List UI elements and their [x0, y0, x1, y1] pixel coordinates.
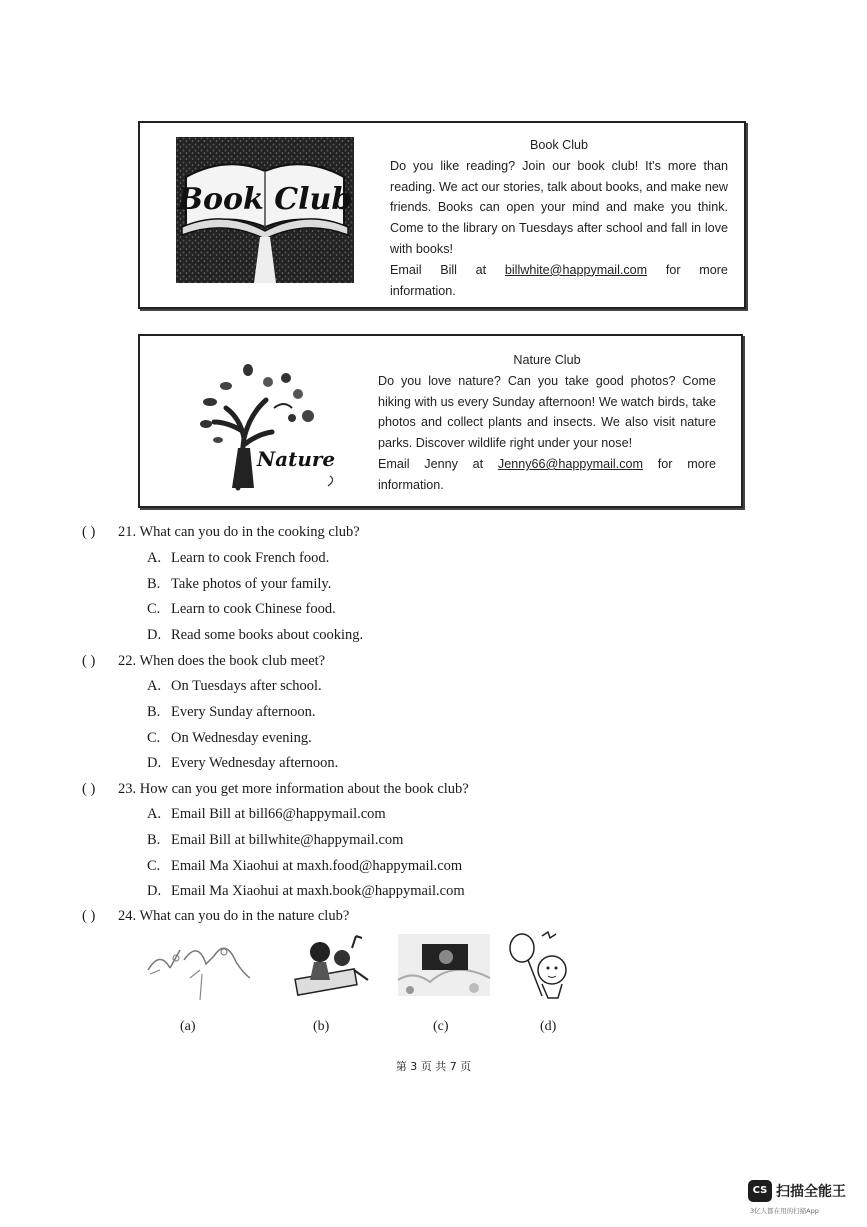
email-word: more [687, 456, 716, 471]
nature-club-last-line: information. [378, 477, 444, 492]
option-letter: D. [147, 883, 162, 899]
option-text: Take photos of your family. [171, 576, 332, 592]
option-letter: A. [147, 678, 162, 694]
option-letter: D. [147, 755, 162, 771]
question-text: 21. What can you do in the cooking club? [118, 524, 360, 540]
option-text: Email Bill at billwhite@happymail.com [171, 832, 404, 848]
email-word: Jenny [424, 456, 458, 471]
email-word: at [475, 262, 487, 277]
option-letter: C. [147, 601, 161, 617]
question-text: 22. When does the book club meet? [118, 653, 326, 669]
picture-options [140, 930, 580, 1040]
option [147, 626, 363, 644]
option-letter: A. [147, 806, 162, 822]
option-text: Learn to cook Chinese food. [171, 601, 336, 617]
question-text: 24. What can you do in the nature club? [118, 908, 350, 924]
question-21 [82, 523, 360, 541]
option [147, 754, 338, 772]
picture-c-photo-image[interactable] [394, 930, 504, 1000]
option-text: Learn to cook French food. [171, 550, 330, 566]
book-club-email-link[interactable]: billwhite@happymail.com [504, 262, 648, 277]
option-text: Email Ma Xiaohui at maxh.food@happymail.com [171, 858, 463, 874]
option [147, 729, 312, 747]
answer-blank[interactable]: ( ) [82, 653, 96, 669]
scanner-logo-icon: CS [748, 1180, 772, 1202]
email-word: at [472, 456, 484, 471]
nature-club-box [138, 334, 743, 508]
option-text: On Tuesdays after school. [171, 678, 322, 694]
option-text: Every Sunday afternoon. [171, 704, 316, 720]
option-text: Email Bill at bill66@happymail.com [171, 806, 386, 822]
option-letter: B. [147, 576, 161, 592]
question-23 [82, 780, 469, 798]
picture-label-c: (c) [433, 1019, 449, 1034]
book-club-title: Book Club [529, 138, 589, 152]
option [147, 575, 331, 593]
nature-club-description: Do you love nature? Can you take good photos? Come hiking with us every Sunday afternoon! We watch birds, take photos and collect plants and insects. We also visit nature parks. Discover wildlife right under your nose! [378, 373, 716, 451]
book-club-logo-image [176, 137, 354, 283]
option [147, 831, 403, 849]
book-club-logo-text: Book Club [177, 182, 353, 217]
answer-blank[interactable]: ( ) [82, 524, 96, 540]
book-club-email-line [390, 260, 728, 281]
book-club-last-line: information. [390, 283, 456, 298]
option-letter: B. [147, 832, 161, 848]
email-word: Email [378, 456, 410, 471]
nature-club-logo-text: Nature [256, 447, 336, 471]
option [147, 677, 322, 695]
option [147, 857, 462, 875]
option [147, 549, 329, 567]
email-word: for [665, 262, 681, 277]
option-text: Read some books about cooking. [171, 627, 364, 643]
option-letter: C. [147, 730, 161, 746]
scanner-app-name: 扫描全能王 [776, 1184, 846, 1200]
page-number: 第 3 页 共 7 页 [395, 1060, 472, 1073]
answer-blank[interactable]: ( ) [82, 781, 96, 797]
email-word: for [657, 456, 673, 471]
question-text: 23. How can you get more information about the book club? [118, 781, 469, 797]
nature-club-title: Nature Club [513, 353, 581, 367]
answer-blank[interactable]: ( ) [82, 908, 96, 924]
option [147, 600, 336, 618]
book-club-box [138, 121, 746, 309]
picture-a-hiking-image[interactable] [140, 930, 250, 1000]
email-word: more [699, 262, 728, 277]
option-text: Email Ma Xiaohui at maxh.book@happymail.com [171, 883, 465, 899]
email-word: Bill [440, 262, 457, 277]
option [147, 703, 316, 721]
option-letter: D. [147, 627, 162, 643]
option-text: On Wednesday evening. [171, 730, 312, 746]
option [147, 805, 386, 823]
option [147, 882, 465, 900]
scanner-tagline: 3亿人都在用的扫描App [750, 1207, 819, 1215]
nature-club-email-link[interactable]: Jenny66@happymail.com [497, 456, 644, 471]
picture-label-d: (d) [540, 1019, 557, 1034]
question-22 [82, 652, 325, 670]
option-letter: B. [147, 704, 161, 720]
option-letter: A. [147, 550, 162, 566]
option-letter: C. [147, 858, 161, 874]
question-24 [82, 907, 349, 925]
picture-label-b: (b) [313, 1019, 330, 1034]
picture-d-catching-insects-image[interactable] [508, 930, 618, 1000]
nature-club-email-line [378, 454, 716, 475]
picture-label-a: (a) [180, 1019, 196, 1034]
nature-club-logo-image [188, 348, 348, 494]
option-text: Every Wednesday afternoon. [171, 755, 339, 771]
scanner-watermark [748, 1180, 858, 1220]
picture-b-cooking-image[interactable] [286, 930, 396, 1000]
email-word: Email [390, 262, 422, 277]
book-club-description: Do you like reading? Join our book club! It's more than reading. We act our stories, talk about books, and make new friends. Books can open your mind and make you think. Come to the library on Tuesdays after school and fall in love with books! [390, 158, 728, 256]
